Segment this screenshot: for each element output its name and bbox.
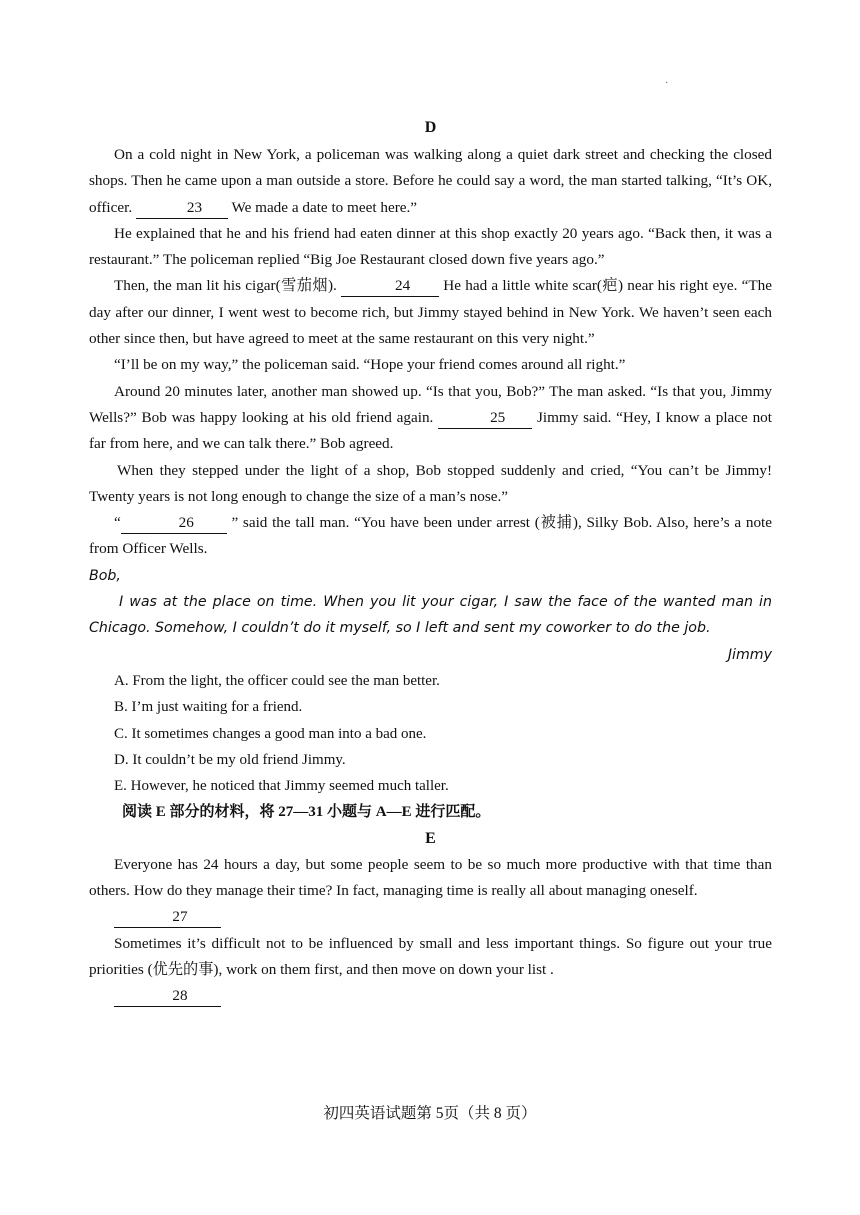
paragraph-d6: When they stepped under the light of a shop, Bob stopped suddenly and cried, “You can’t be Jimmy! Twenty years is not long enough to change the size of a man’s nose.” [89,461,772,505]
page-footer: 初四英语试题第 5页（共 8 页） [323,1105,537,1122]
blank-28-line [89,983,772,1009]
paragraph-d1 [89,142,772,221]
option-b: B. I’m just waiting for a friend. [114,699,303,716]
exam-page [89,0,772,1010]
section-e-heading: E [425,829,436,847]
text: Then, the man lit his cigar(雪茄烟). [114,277,342,295]
option-e: E. However, he noticed that Jimmy seemed much taller. [114,778,449,795]
section-e-instruction: 阅读 E 部分的材料，将 27—31 小题与 A—E 进行匹配。 [122,804,491,821]
blank-24[interactable]: 24 [341,276,439,297]
note-body: I was at the place on time. When you lit your cigar, I saw the face of the wanted man in Chicago. Somehow, I couldn’t do it myself, so I left and sent my coworker to do the job. [89,594,772,637]
paragraph-d3 [89,273,772,352]
text: Jimmy said. “Hey, I know a place not far from here, and we can talk there.” Bob agreed. [89,408,772,453]
blank-27[interactable]: 27 [114,907,221,928]
text: On a cold night in New York, a policeman was walking along a quiet dark street and checking the closed shops. Then he came upon a man outside a store. Before he could say a word, the man started talking, “It’s OK, officer. [89,146,772,216]
option-d: D. It couldn’t be my old friend Jimmy. [114,751,346,768]
blank-23[interactable]: 23 [136,198,228,219]
text: “ [114,514,121,532]
paragraph-e1: Everyone has 24 hours a day, but some people seem to be so much more productive with that time than others. How do they manage their time? In fact, managing time is really all about managing oneself. [89,855,772,900]
page-dot-mark: · [665,78,669,89]
note-salutation: Bob, [89,567,121,584]
blank-28[interactable]: 28 [114,986,221,1007]
blank-25[interactable]: 25 [438,408,532,429]
section-d-heading: D [424,119,437,136]
note-signature: Jimmy [727,646,772,663]
blank-27-line [89,904,772,930]
paragraph-e2: Sometimes it’s difficult not to be influenced by small and less important things. So figure out your true priorities (优先的事), work on them first, and then move on down your list . [89,934,772,978]
text: ” said the tall man. “You have been under arrest (被捕), Silky Bob. Also, here’s a note from Officer Wells. [89,514,772,558]
text: We made a date to meet here.” [227,198,418,216]
text: He had a little white scar(疤) near his right eye. “The day after our dinner, I went west to become rich, but Jimmy stayed behind in New York. We haven’t seen each other since then, but have agreed to meet at the same restaurant on this very night.” [89,277,773,348]
blank-26[interactable]: 26 [121,513,227,534]
text: Around 20 minutes later, another man showed up. “Is that you, Bob?” The man asked. “Is that you, Jimmy Wells?” Bob was happy looking at his old friend again. [89,382,772,426]
option-a: A. From the light, the officer could see the man better. [114,672,440,689]
paragraph-d7 [89,510,772,563]
paragraph-d2: He explained that he and his friend had eaten dinner at this shop exactly 20 years ago. “Back then, it was a restaurant.” The policeman replied “Big Joe Restaurant closed down five years ago.” [89,224,772,269]
option-c: C. It sometimes changes a good man into a bad one. [114,725,427,742]
paragraph-d4: “I’ll be on my way,” the policeman said. “Hope your friend comes around all right.” [114,356,626,374]
paragraph-d5 [89,379,772,458]
